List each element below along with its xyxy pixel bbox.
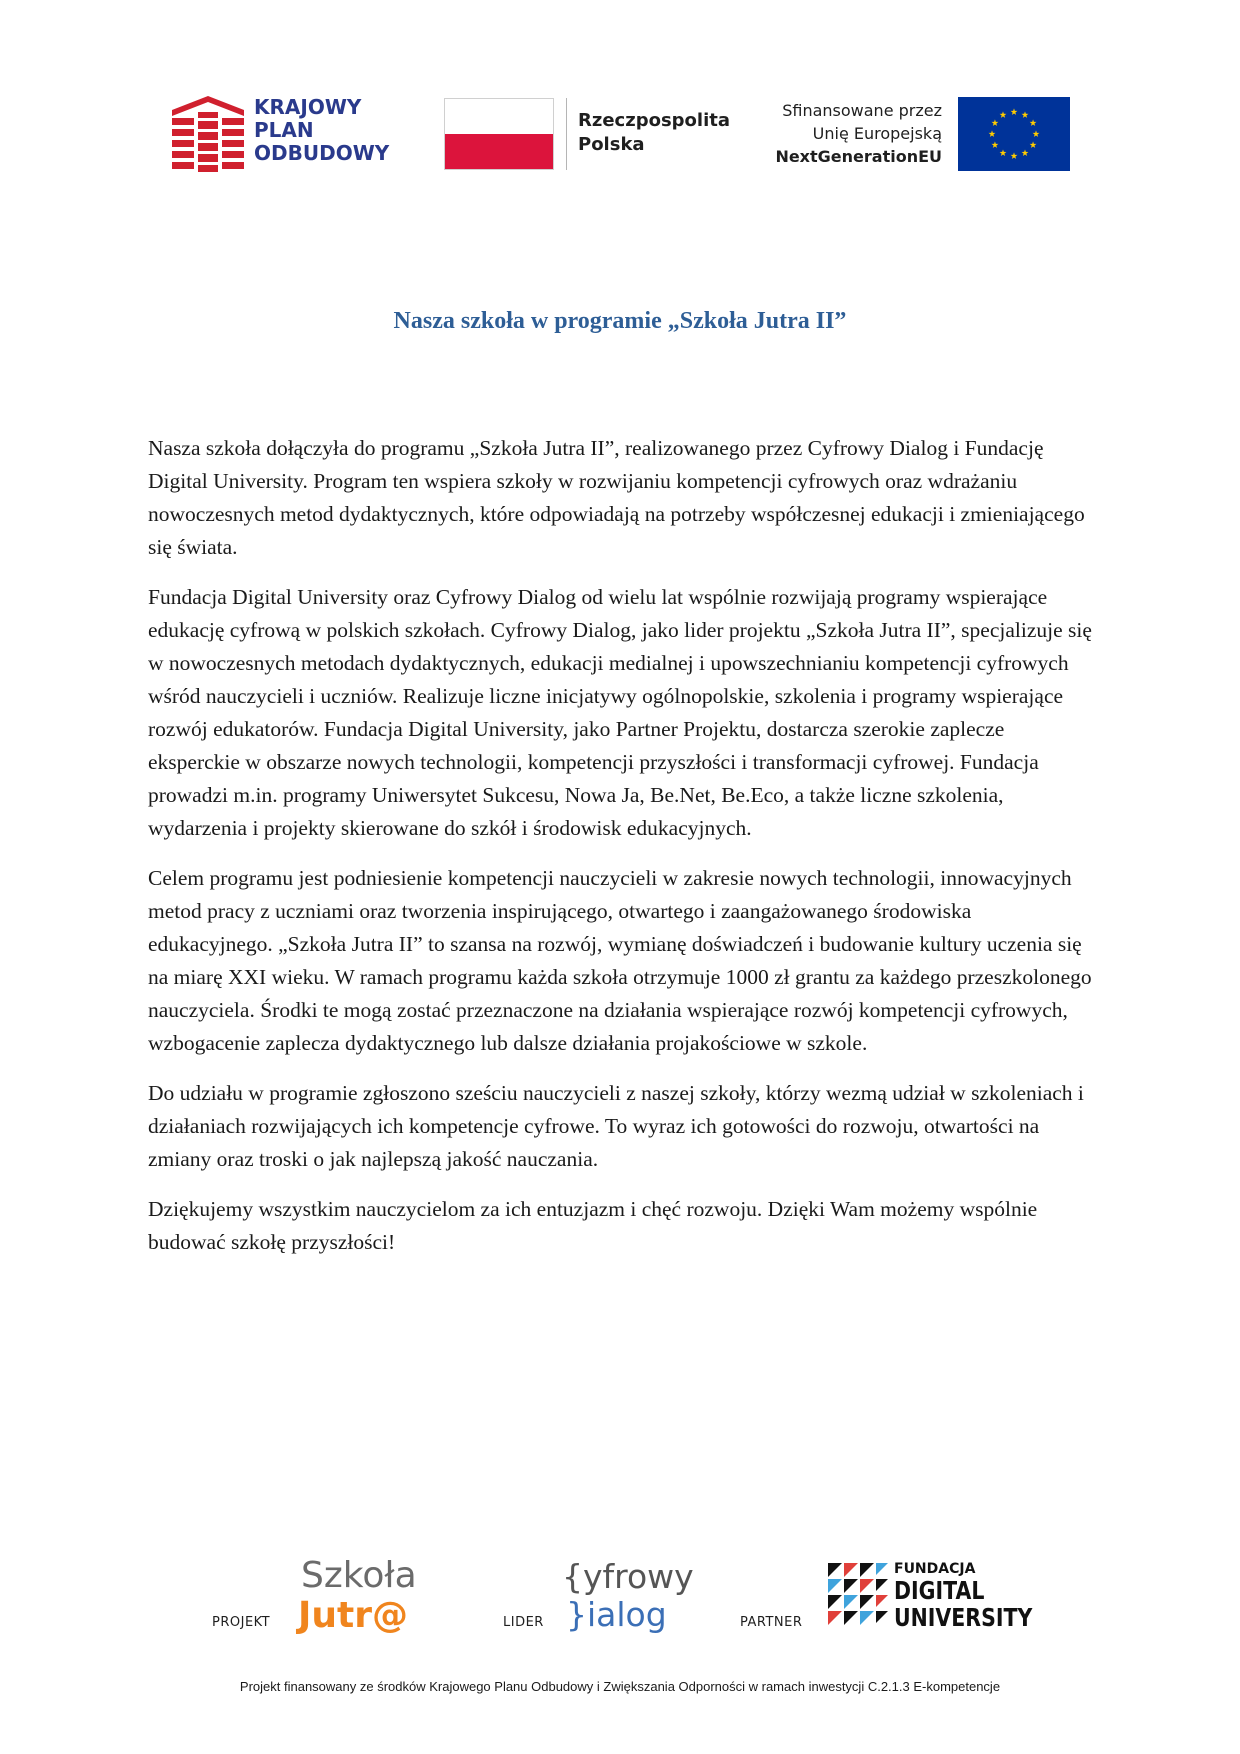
logo-divider	[566, 98, 567, 170]
krajowy-plan-odbudowy-logo	[172, 96, 408, 172]
eu-line-1: Sfinansowane przez	[782, 101, 942, 120]
pl-logo-text	[578, 109, 730, 157]
footer-logo-bar	[0, 1555, 1240, 1665]
partner-label: PARTNER	[740, 1615, 803, 1630]
fdu-line-3: UNIVERSITY	[894, 1603, 1033, 1632]
szkola-jutra-top: Szkoła	[301, 1555, 417, 1596]
kpo-line-2: PLAN	[254, 118, 314, 142]
szkola-jutra-bottom: Jutr@	[298, 1595, 408, 1636]
document-body	[148, 432, 1100, 1276]
document-title: Nasza szkoła w programie „Szkoła Jutra II”	[393, 308, 847, 334]
paragraph-5: Dziękujemy wszystkim nauczycielom za ich entuzjazm i chęć rozwoju. Dzięki Wam możemy wspólnie budować szkołę przyszłości!	[148, 1197, 1038, 1254]
funding-footnote: Projekt finansowany ze środków Krajowego Planu Odbudowy i Zwiększania Odporności w ramach inwestycji C.2.1.3 E-kompetencje	[239, 1679, 1001, 1694]
polish-flag-icon	[444, 98, 554, 170]
paragraph-2: Fundacja Digital University oraz Cyfrowy Dialog od wielu lat wspólnie rozwijają programy wspierające edukację cyfrową w polskich szkołach. Cyfrowy Dialog, jako lider projektu „Szkoła Jutra II”, specjalizuje się w nowoczesnych metodach dydaktycznych, edukacji medialnej i upowszechnianiu kompetencji cyfrowych wśród nauczycieli i uczniów. Realizuje liczne inicjatywy ogólnopolskie, szkolenia i programy wspierające rozwój edukatorów. Fundacja Digital University, jako Partner Projektu, dostarcza szerokie zaplecze eksperckie w obszarze nowych technologii, kompetencji przyszłości i transformacji cyfrowej. Fundacja prowadzi m.in. programy Uniwersytet Sukcesu, Nowa Ja, Be.Net, Be.Eco, a także liczne szkolenia, wydarzenia i projekty skierowane do szkół i środowisk edukacyjnych.	[148, 585, 1092, 840]
fdu-line-2: DIGITAL	[894, 1576, 985, 1605]
digital-university-text	[894, 1561, 1063, 1631]
fdu-line-1: FUNDACJA	[894, 1561, 976, 1577]
kpo-logo-text	[254, 96, 389, 165]
rzeczpospolita-polska-logo	[444, 98, 730, 172]
cyfrowy-dialog-bottom: }ialog	[566, 1595, 667, 1634]
eu-flag-icon	[958, 97, 1070, 171]
digital-university-mark-icon	[828, 1563, 888, 1627]
header-logo-bar	[0, 0, 1240, 200]
lider-label: LIDER	[503, 1615, 544, 1630]
cyfrowy-dialog-top: {yfrowy	[562, 1557, 694, 1596]
paragraph-4: Do udziału w programie zgłoszono sześciu nauczycieli z naszej szkoły, którzy wezmą udział w szkoleniach i działaniach rozwijających ich kompetencje cyfrowe. To wyraz ich gotowości do rozwoju, otwartości na zmiany oraz troski o jak najlepszą jakość nauczania.	[148, 1081, 1084, 1171]
pl-line-1: Rzeczpospolita	[578, 110, 730, 131]
kpo-line-3: ODBUDOWY	[254, 141, 390, 165]
eu-logo-text	[775, 99, 942, 168]
pl-line-2: Polska	[578, 134, 645, 155]
eu-line-3: NextGenerationEU	[775, 147, 942, 166]
eu-line-2: Unię Europejską	[812, 124, 942, 143]
kpo-line-1: KRAJOWY	[254, 95, 362, 119]
eu-funding-logo	[756, 97, 1070, 173]
paragraph-3: Celem programu jest podniesienie kompetencji nauczycieli w zakresie nowych technologii, innowacyjnych metod pracy z uczniami oraz tworzenia inspirującego, otwartego i zaangażowanego środowiska edukacyjnego. „Szkoła Jutra II” to szansa na rozwój, wymianę doświadczeń i budowanie kultury uczenia się na miarę XXI wieku. W ramach programu każda szkoła otrzymuje 1000 zł grantu za każdego przeszkolonego nauczyciela. Środki te mogą zostać przeznaczone na działania wspierające rozwój kompetencji cyfrowych, wzbogacenie zaplecza dydaktycznego lub dalsze działania projakościowe w szkole.	[148, 866, 1092, 1055]
kpo-emblem-icon	[172, 96, 244, 172]
projekt-label: PROJEKT	[212, 1615, 271, 1630]
paragraph-1: Nasza szkoła dołączyła do programu „Szkoła Jutra II”, realizowanego przez Cyfrowy Dialog i Fundację Digital University. Program ten wspiera szkoły w rozwijaniu kompetencji cyfrowych oraz wdrażaniu nowoczesnych metod dydaktycznych, które odpowiadają na potrzeby współczesnej edukacji i zmieniającego się świata.	[148, 436, 1085, 559]
